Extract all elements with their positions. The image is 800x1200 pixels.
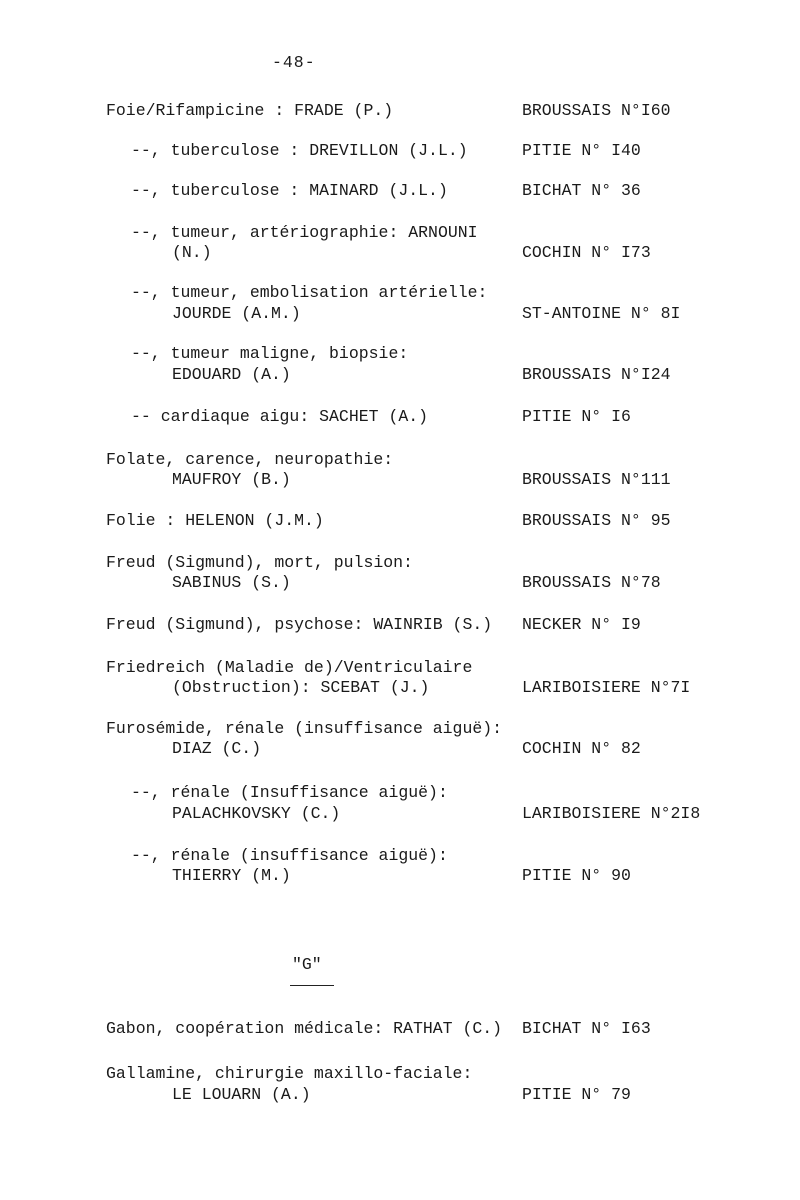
- entry-reference: BROUSSAIS N°I24: [522, 365, 671, 384]
- section-underline: [290, 985, 334, 986]
- entry-author-line: SABINUS (S.): [172, 573, 291, 592]
- entry-subject-line: Foie/Rifampicine : FRADE (P.): [106, 101, 394, 120]
- entry-author-line: THIERRY (M.): [172, 866, 291, 885]
- entry-subject-line: -- cardiaque aigu: SACHET (A.): [131, 407, 429, 426]
- entry-subject-line: Gallamine, chirurgie maxillo-faciale:: [106, 1064, 473, 1083]
- entry-author-line: LE LOUARN (A.): [172, 1085, 311, 1104]
- entry-reference: COCHIN N° I73: [522, 243, 651, 262]
- entry-author-line: EDOUARD (A.): [172, 365, 291, 384]
- entry-subject-line: Freud (Sigmund), psychose: WAINRIB (S.): [106, 615, 493, 634]
- entry-reference: BICHAT N° 36: [522, 181, 641, 200]
- entry-author-line: (Obstruction): SCEBAT (J.): [172, 678, 430, 697]
- entry-author-line: DIAZ (C.): [172, 739, 262, 758]
- entry-reference: ST-ANTOINE N° 8I: [522, 304, 681, 323]
- entry-author-line: MAUFROY (B.): [172, 470, 291, 489]
- entry-subject-line: --, tuberculose : MAINARD (J.L.): [131, 181, 448, 200]
- entry-reference: PITIE N° I6: [522, 407, 631, 426]
- page-number: -48-: [272, 53, 316, 72]
- entry-subject-line: --, rénale (Insuffisance aiguë):: [131, 783, 448, 802]
- entry-author-line: PALACHKOVSKY (C.): [172, 804, 341, 823]
- entry-subject-line: Folie : HELENON (J.M.): [106, 511, 324, 530]
- entry-reference: BROUSSAIS N° 95: [522, 511, 671, 530]
- entry-reference: BROUSSAIS N°78: [522, 573, 661, 592]
- entry-reference: COCHIN N° 82: [522, 739, 641, 758]
- entry-subject-line: --, tumeur, artériographie: ARNOUNI: [131, 223, 478, 242]
- entry-reference: BROUSSAIS N°111: [522, 470, 671, 489]
- entry-reference: LARIBOISIERE N°2I8: [522, 804, 701, 823]
- entry-reference: PITIE N° 90: [522, 866, 631, 885]
- entry-reference: BROUSSAIS N°I60: [522, 101, 671, 120]
- entry-subject-line: --, tumeur maligne, biopsie:: [131, 344, 409, 363]
- entry-subject-line: --, tumeur, embolisation artérielle:: [131, 283, 488, 302]
- entry-subject-line: Gabon, coopération médicale: RATHAT (C.): [106, 1019, 503, 1038]
- entry-subject-line: Furosémide, rénale (insuffisance aiguë):: [106, 719, 503, 738]
- entry-author-line: JOURDE (A.M.): [172, 304, 301, 323]
- entry-subject-line: Friedreich (Maladie de)/Ventriculaire: [106, 658, 473, 677]
- entry-reference: NECKER N° I9: [522, 615, 641, 634]
- entry-author-line: (N.): [172, 243, 212, 262]
- entry-reference: LARIBOISIERE N°7I: [522, 678, 691, 697]
- entry-reference: PITIE N° I40: [522, 141, 641, 160]
- entry-subject-line: --, tuberculose : DREVILLON (J.L.): [131, 141, 468, 160]
- section-heading: "G": [292, 955, 322, 974]
- entry-reference: PITIE N° 79: [522, 1085, 631, 1104]
- entry-reference: BICHAT N° I63: [522, 1019, 651, 1038]
- entry-subject-line: --, rénale (insuffisance aiguë):: [131, 846, 448, 865]
- entry-subject-line: Folate, carence, neuropathie:: [106, 450, 394, 469]
- entry-subject-line: Freud (Sigmund), mort, pulsion:: [106, 553, 413, 572]
